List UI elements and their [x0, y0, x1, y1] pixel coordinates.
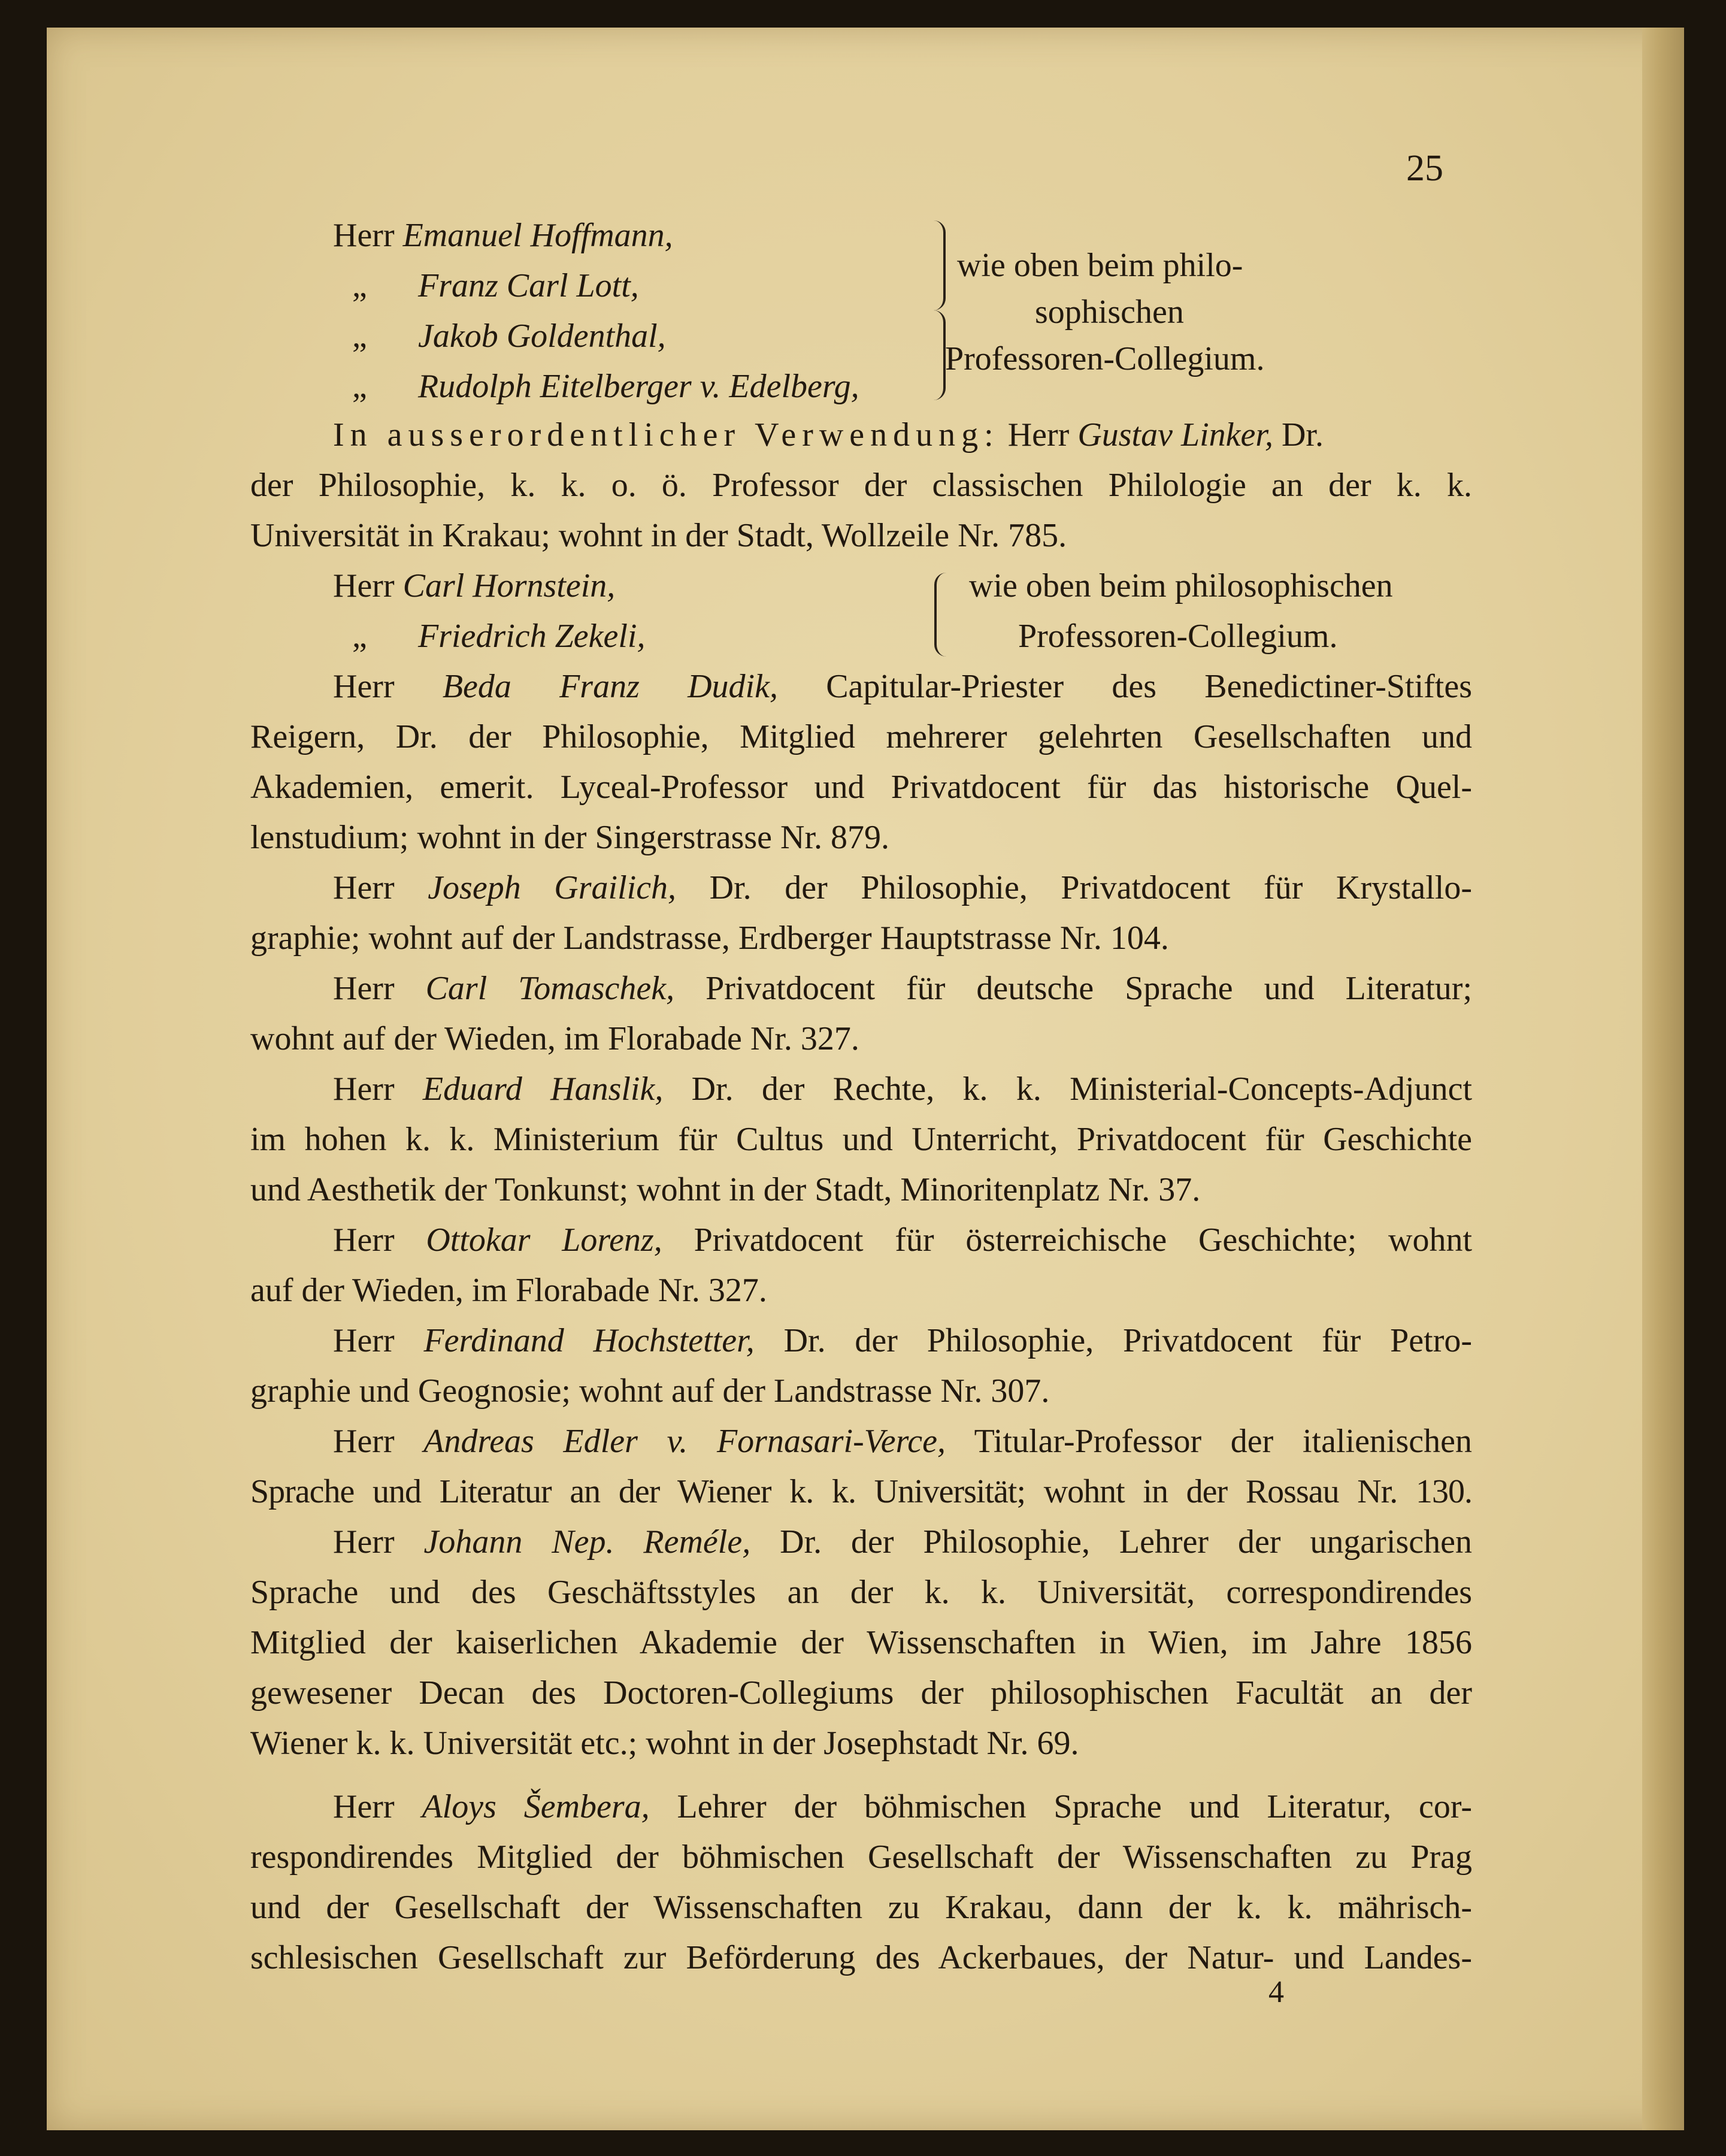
group1-name-1: Herr Emanuel Hoffmann,: [333, 217, 673, 254]
entry-sembera-line-3: und der Gesellschaft der Wissenschaften zu Krakau, dann der k. k. mährisch-: [250, 1889, 1472, 1926]
group2-note-2: Professoren-Collegium.: [1018, 618, 1338, 655]
extraordinary-line-1: In ausserordentlicher Verwendung: Herr Gustav Linker, Dr.: [333, 416, 1324, 453]
entry-hanslik-line-2: im hohen k. k. Ministerium für Cultus und Unterricht, Privatdocent für Geschichte: [250, 1121, 1472, 1158]
entry-dudik-line-4: lenstudium; wohnt in der Singerstrasse Nr. 879.: [250, 819, 890, 856]
page-number: 25: [1406, 148, 1443, 189]
entry-dudik-line-3: Akademien, emerit. Lyceal-Professor und Privatdocent für das historische Quel-: [250, 769, 1472, 806]
entry-fornasari-line-1: Herr Andreas Edler v. Fornasari-Verce, Titular-Professor der italienischen: [333, 1423, 1472, 1460]
entry-sembera-line-4: schlesischen Gesellschaft zur Beförderung des Ackerbaues, der Natur- und Landes-: [250, 1939, 1472, 1976]
extraordinary-line-3: Universität in Krakau; wohnt in der Stadt, Wollzeile Nr. 785.: [250, 517, 1067, 554]
entry-remele-line-3: Mitglied der kaiserlichen Akademie der Wissenschaften in Wien, im Jahre 1856: [250, 1624, 1472, 1661]
group2-note-1: wie oben beim philosophischen: [969, 567, 1393, 604]
book-page: [47, 28, 1684, 2130]
group2-name-2: „ Friedrich Zekeli,: [352, 618, 646, 655]
entry-grailich-line-2: graphie; wohnt auf der Landstrasse, Erdberger Hauptstrasse Nr. 104.: [250, 920, 1169, 957]
entry-hochstetter-line-1: Herr Ferdinand Hochstetter, Dr. der Philosophie, Privatdocent für Petro-: [333, 1322, 1473, 1359]
entry-lorenz-line-1: Herr Ottokar Lorenz, Privatdocent für österreichische Geschichte; wohnt: [333, 1221, 1473, 1259]
entry-dudik-line-2: Reigern, Dr. der Philosophie, Mitglied mehrerer gelehrten Gesellschaften und: [250, 718, 1472, 755]
entry-hanslik-line-1: Herr Eduard Hanslik, Dr. der Rechte, k. k. Ministerial-Concepts-Adjunct: [333, 1071, 1473, 1108]
entry-fornasari-line-2: Sprache und Literatur an der Wiener k. k. Universität; wohnt in der Rossau Nr. 130.: [250, 1473, 1472, 1510]
group1-note-2: sophischen: [1035, 294, 1184, 331]
brace-group2: [934, 573, 950, 657]
page-edge: [1642, 28, 1684, 2130]
entry-remele-line-1: Herr Johann Nep. Reméle, Dr. der Philosophie, Lehrer der ungarischen: [333, 1523, 1472, 1561]
entry-hochstetter-line-2: graphie und Geognosie; wohnt auf der Landstrasse Nr. 307.: [250, 1372, 1050, 1410]
entry-sembera-line-1: Herr Aloys Šembera, Lehrer der böhmischen Sprache und Literatur, cor-: [333, 1788, 1473, 1825]
group1-name-2: „ Franz Carl Lott,: [352, 267, 639, 304]
group1-name-4: „ Rudolph Eitelberger v. Edelberg,: [352, 368, 859, 405]
entry-sembera-line-2: respondirendes Mitglied der böhmischen Gesellschaft der Wissenschaften zu Prag: [250, 1839, 1472, 1876]
entry-remele-line-4: gewesener Decan des Doctoren-Collegiums der philosophischen Facultät an der: [250, 1674, 1472, 1712]
entry-grailich-line-1: Herr Joseph Grailich, Dr. der Philosophie, Privatdocent für Krystallo-: [333, 869, 1472, 906]
group2-name-1: Herr Carl Hornstein,: [333, 567, 616, 604]
entry-tomaschek-line-2: wohnt auf der Wieden, im Florabade Nr. 327.: [250, 1020, 859, 1057]
brace-bottom: [930, 310, 946, 400]
entry-remele-line-5: Wiener k. k. Universität etc.; wohnt in der Josephstadt Nr. 69.: [250, 1725, 1079, 1762]
entry-remele-line-2: Sprache und des Geschäftsstyles an der k. k. Universität, correspondirendes: [250, 1574, 1472, 1611]
entry-lorenz-line-2: auf der Wieden, im Florabade Nr. 327.: [250, 1272, 767, 1309]
entry-dudik-line-1: Herr Beda Franz Dudik, Capitular-Priester des Benedictiner-Stiftes: [333, 668, 1472, 705]
group1-note-1: wie oben beim philo-: [957, 247, 1243, 284]
signature-mark: 4: [1268, 1975, 1284, 2009]
group1-name-3: „ Jakob Goldenthal,: [352, 317, 666, 355]
extraordinary-line-2: der Philosophie, k. k. o. ö. Professor der classischen Philologie an der k. k.: [250, 467, 1472, 504]
group1-note-3: Professoren-Collegium.: [945, 340, 1265, 377]
entry-hanslik-line-3: und Aesthetik der Tonkunst; wohnt in der Stadt, Minoritenplatz Nr. 37.: [250, 1171, 1201, 1208]
entry-tomaschek-line-1: Herr Carl Tomaschek, Privatdocent für deutsche Sprache und Literatur;: [333, 970, 1473, 1007]
brace-top: [930, 220, 946, 310]
